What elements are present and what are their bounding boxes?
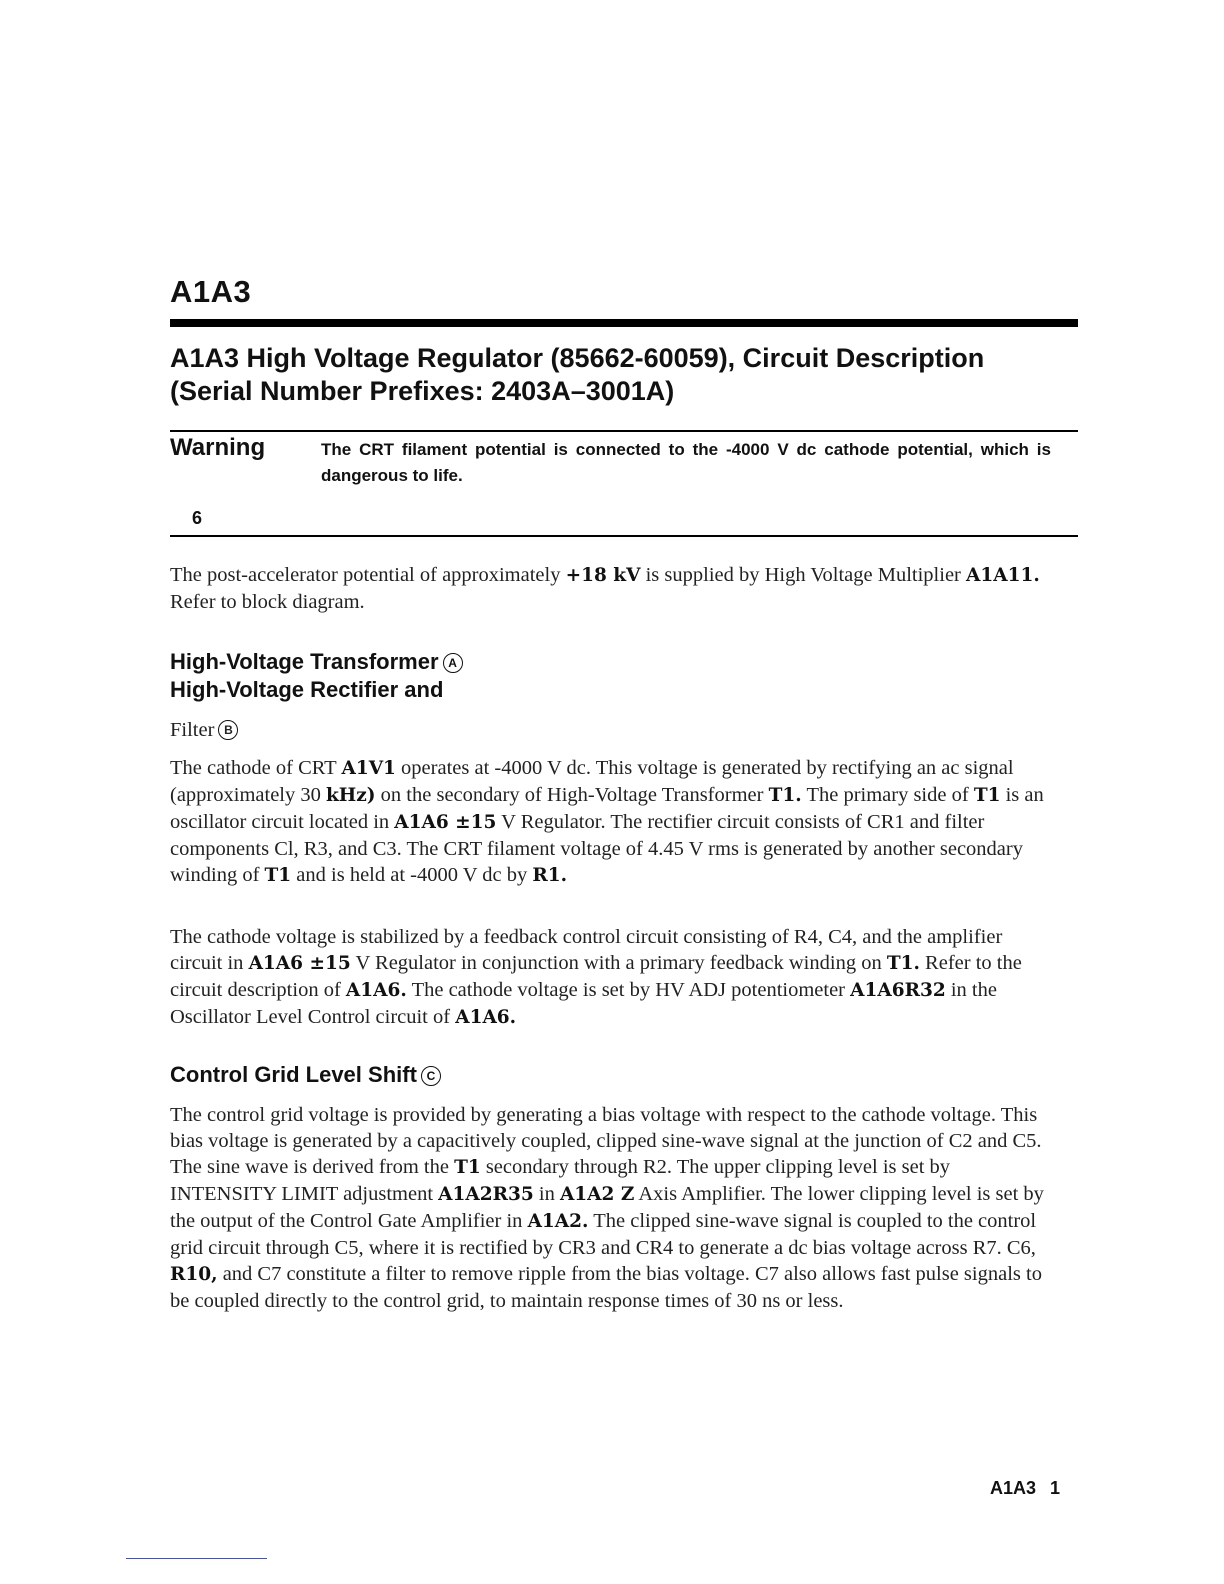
hv-transformer-heading: High-Voltage Transformer A: [170, 648, 463, 676]
intro-paragraph: The post-accelerator potential of approximately +18 kV is supplied by High Voltage Multiplier A1A11. Refer to block diagram.: [170, 564, 1040, 613]
warning-bottom-rule: [170, 535, 1078, 537]
section-title: [170, 342, 1070, 408]
warning-text: The CRT filament potential is connected to the -4000 V dc cathode potential, which is dangerous to life.: [321, 440, 1051, 485]
page-footer: [990, 1478, 1074, 1499]
warning-label: Warning: [170, 434, 266, 461]
filter-label: Filter B: [170, 717, 1050, 743]
control-grid-heading: Control Grid Level Shift C: [170, 1061, 441, 1089]
marker-b-icon: B: [218, 720, 238, 740]
footer-chapter-label: A1A3: [990, 1478, 1037, 1498]
bottom-link-underline: [126, 1558, 267, 1559]
marker-c-icon: C: [421, 1066, 441, 1086]
warning-top-rule: [170, 430, 1078, 432]
marker-a-icon: A: [443, 653, 463, 673]
hv-paragraph-2: The cathode voltage is stabilized by a feedback control circuit consisting of R4, C4, and the amplifier circuit in A1A6 ±15 V Regulator in conjunction with a primary feedback winding on T1. Refer to the circuit description of A1A6. The cathode voltage is set by HV ADJ potentiometer A1A6R32 in the Oscillator Level Control circuit of A1A6.: [170, 926, 1022, 1028]
hv-rectifier-heading: High-Voltage Rectifier and: [170, 677, 444, 702]
section-title-line-2: (Serial Number Prefixes: 2403A–3001A): [170, 376, 675, 406]
section-title-line-1: A1A3 High Voltage Regulator (85662-60059), Circuit Description: [170, 343, 985, 373]
warning-icon: 6: [192, 508, 203, 528]
chapter-title: A1A3: [170, 274, 252, 309]
control-grid-paragraph: The control grid voltage is provided by generating a bias voltage with respect to the cathode voltage. This bias voltage is generated by a capacitively coupled, clipped sine-wave signal at the junction of C2 and C5. The sine wave is derived from the T1 secondary through R2. The upper clipping level is set by INTENSITY LIMIT adjustment A1A2R35 in A1A2 Z Axis Amplifier. The lower clipping level is set by the output of the Control Gate Amplifier in A1A2. The clipped sine-wave signal is coupled to the control grid circuit through C5, where it is rectified by CR3 and CR4 to generate a dc bias voltage across R7. C6, R10, and C7 constitute a filter to remove ripple from the bias voltage. C7 also allows fast pulse signals to be coupled directly to the control grid, to maintain response times of 30 ns or less.: [170, 1104, 1044, 1312]
page-number: 1: [1050, 1478, 1061, 1498]
hv-paragraph-1: The cathode of CRT A1V1 operates at -4000 V dc. This voltage is generated by rectifying an ac signal (approximately 30 kHz) on the secondary of High-Voltage Transformer T1. The primary side of T1 is an oscillator circuit located in A1A6 ±15 V Regulator. The rectifier circuit consists of CR1 and filter components Cl, R3, and C3. The CRT filament voltage of 4.45 V rms is generated by another secondary winding of T1 and is held at -4000 V dc by R1.: [170, 757, 1044, 886]
title-rule: [170, 319, 1078, 327]
